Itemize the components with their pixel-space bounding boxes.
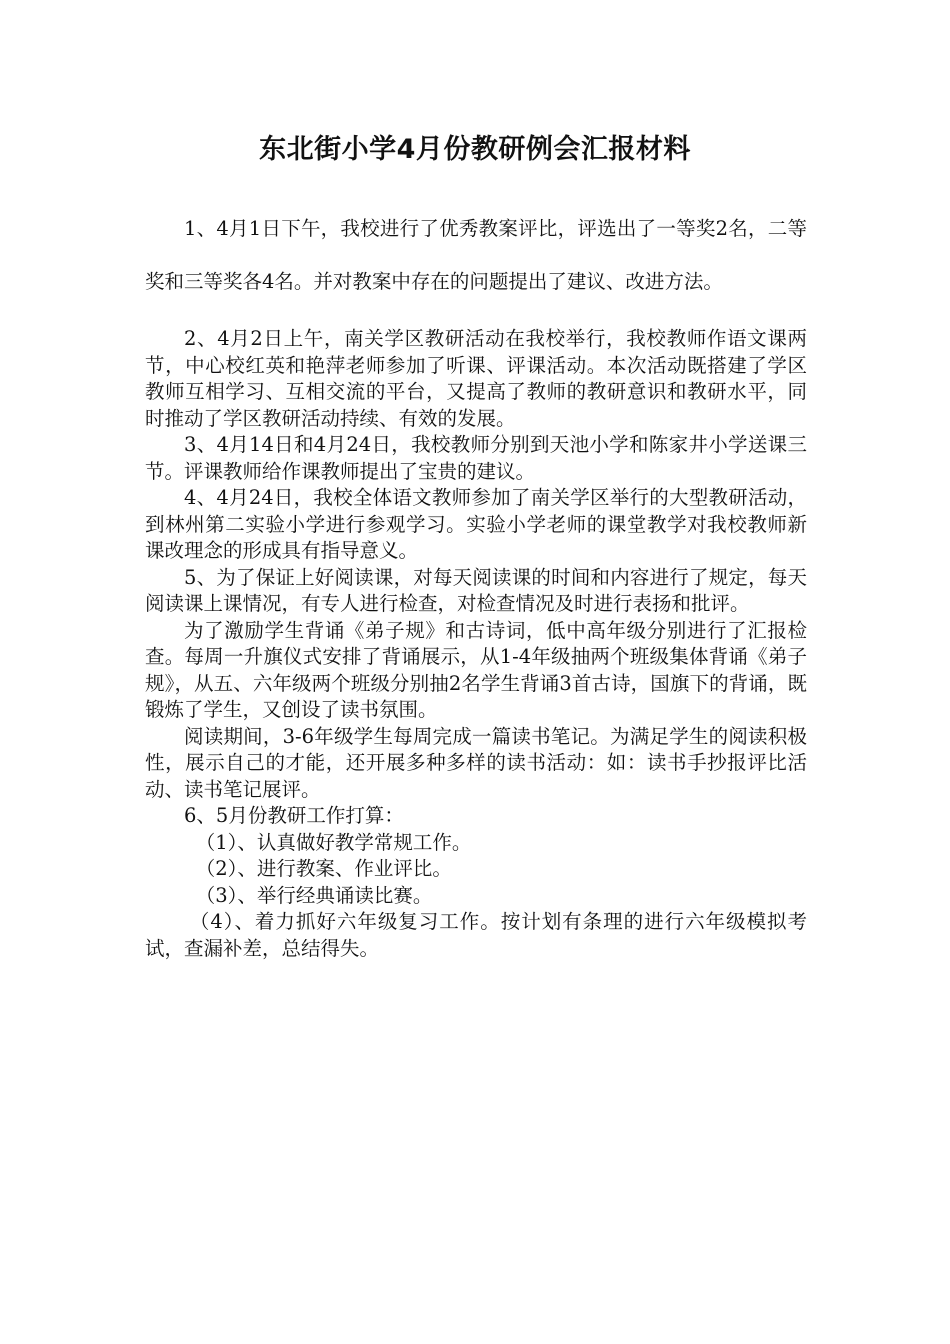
paragraph-3: 3、4月14日和4月24日，我校教师分别到天池小学和陈家井小学送课三节。评课教师给作课教师提出了宝贵的建议。 [145,433,807,483]
document-title: 东北街小学4月份教研例会汇报材料 [259,134,691,165]
document-body [145,202,807,962]
plan-item-4: （4）、着力抓好六年级复习工作。按计划有条理的进行六年级模拟考试，查漏补差，总结得失。 [145,910,807,960]
plan-item-3: （3）、举行经典诵读比赛。 [195,883,433,907]
paragraph-4: 4、4月24日，我校全体语文教师参加了南关学区举行的大型教研活动，到林州第二实验小学进行参观学习。实验小学老师的课堂教学对我校教师新课改理念的形成具有指导意义。 [145,486,807,562]
paragraph-reading: 阅读期间，3-6年级学生每周完成一篇读书笔记。为满足学生的阅读积极性，展示自己的才能，还开展多种多样的读书活动：如：读书手抄报评比活动、读书笔记展评。 [145,724,807,801]
paragraph-1: 1、4月1日下午，我校进行了优秀教案评比，评选出了一等奖2名，二等奖和三等奖各4名。并对教案中存在的问题提出了建议、改进方法。 [145,217,807,293]
plan-item-1: （1）、认真做好教学常规工作。 [195,830,472,854]
paragraph-recitation: 为了激励学生背诵《弟子规》和古诗词，低中高年级分别进行了汇报检查。每周一升旗仪式安排了背诵展示，从1-4年级抽两个班级集体背诵《弟子规》，从五、六年级两个班级分别抽2名学生背诵3首古诗，国旗下的背诵，既锻炼了学生，又创设了读书氛围。 [145,618,807,721]
paragraph-6-plan-heading: 6、5月份教研工作打算： [184,804,404,827]
paragraph-2: 2、4月2日上午，南关学区教研活动在我校举行，我校教师作语文课两节，中心校红英和艳萍老师参加了听课、评课活动。本次活动既搭建了学区教师互相学习、互相交流的平台，又提高了教师的教研意识和教研水平，同时推动了学区教研活动持续、有效的发展。 [145,327,807,430]
plan-item-2: （2）、进行教案、作业评比。 [195,857,452,880]
paragraph-5: 5、为了保证上好阅读课，对每天阅读课的时间和内容进行了规定，每天阅读课上课情况，有专人进行检查，对检查情况及时进行表扬和批评。 [145,565,807,615]
